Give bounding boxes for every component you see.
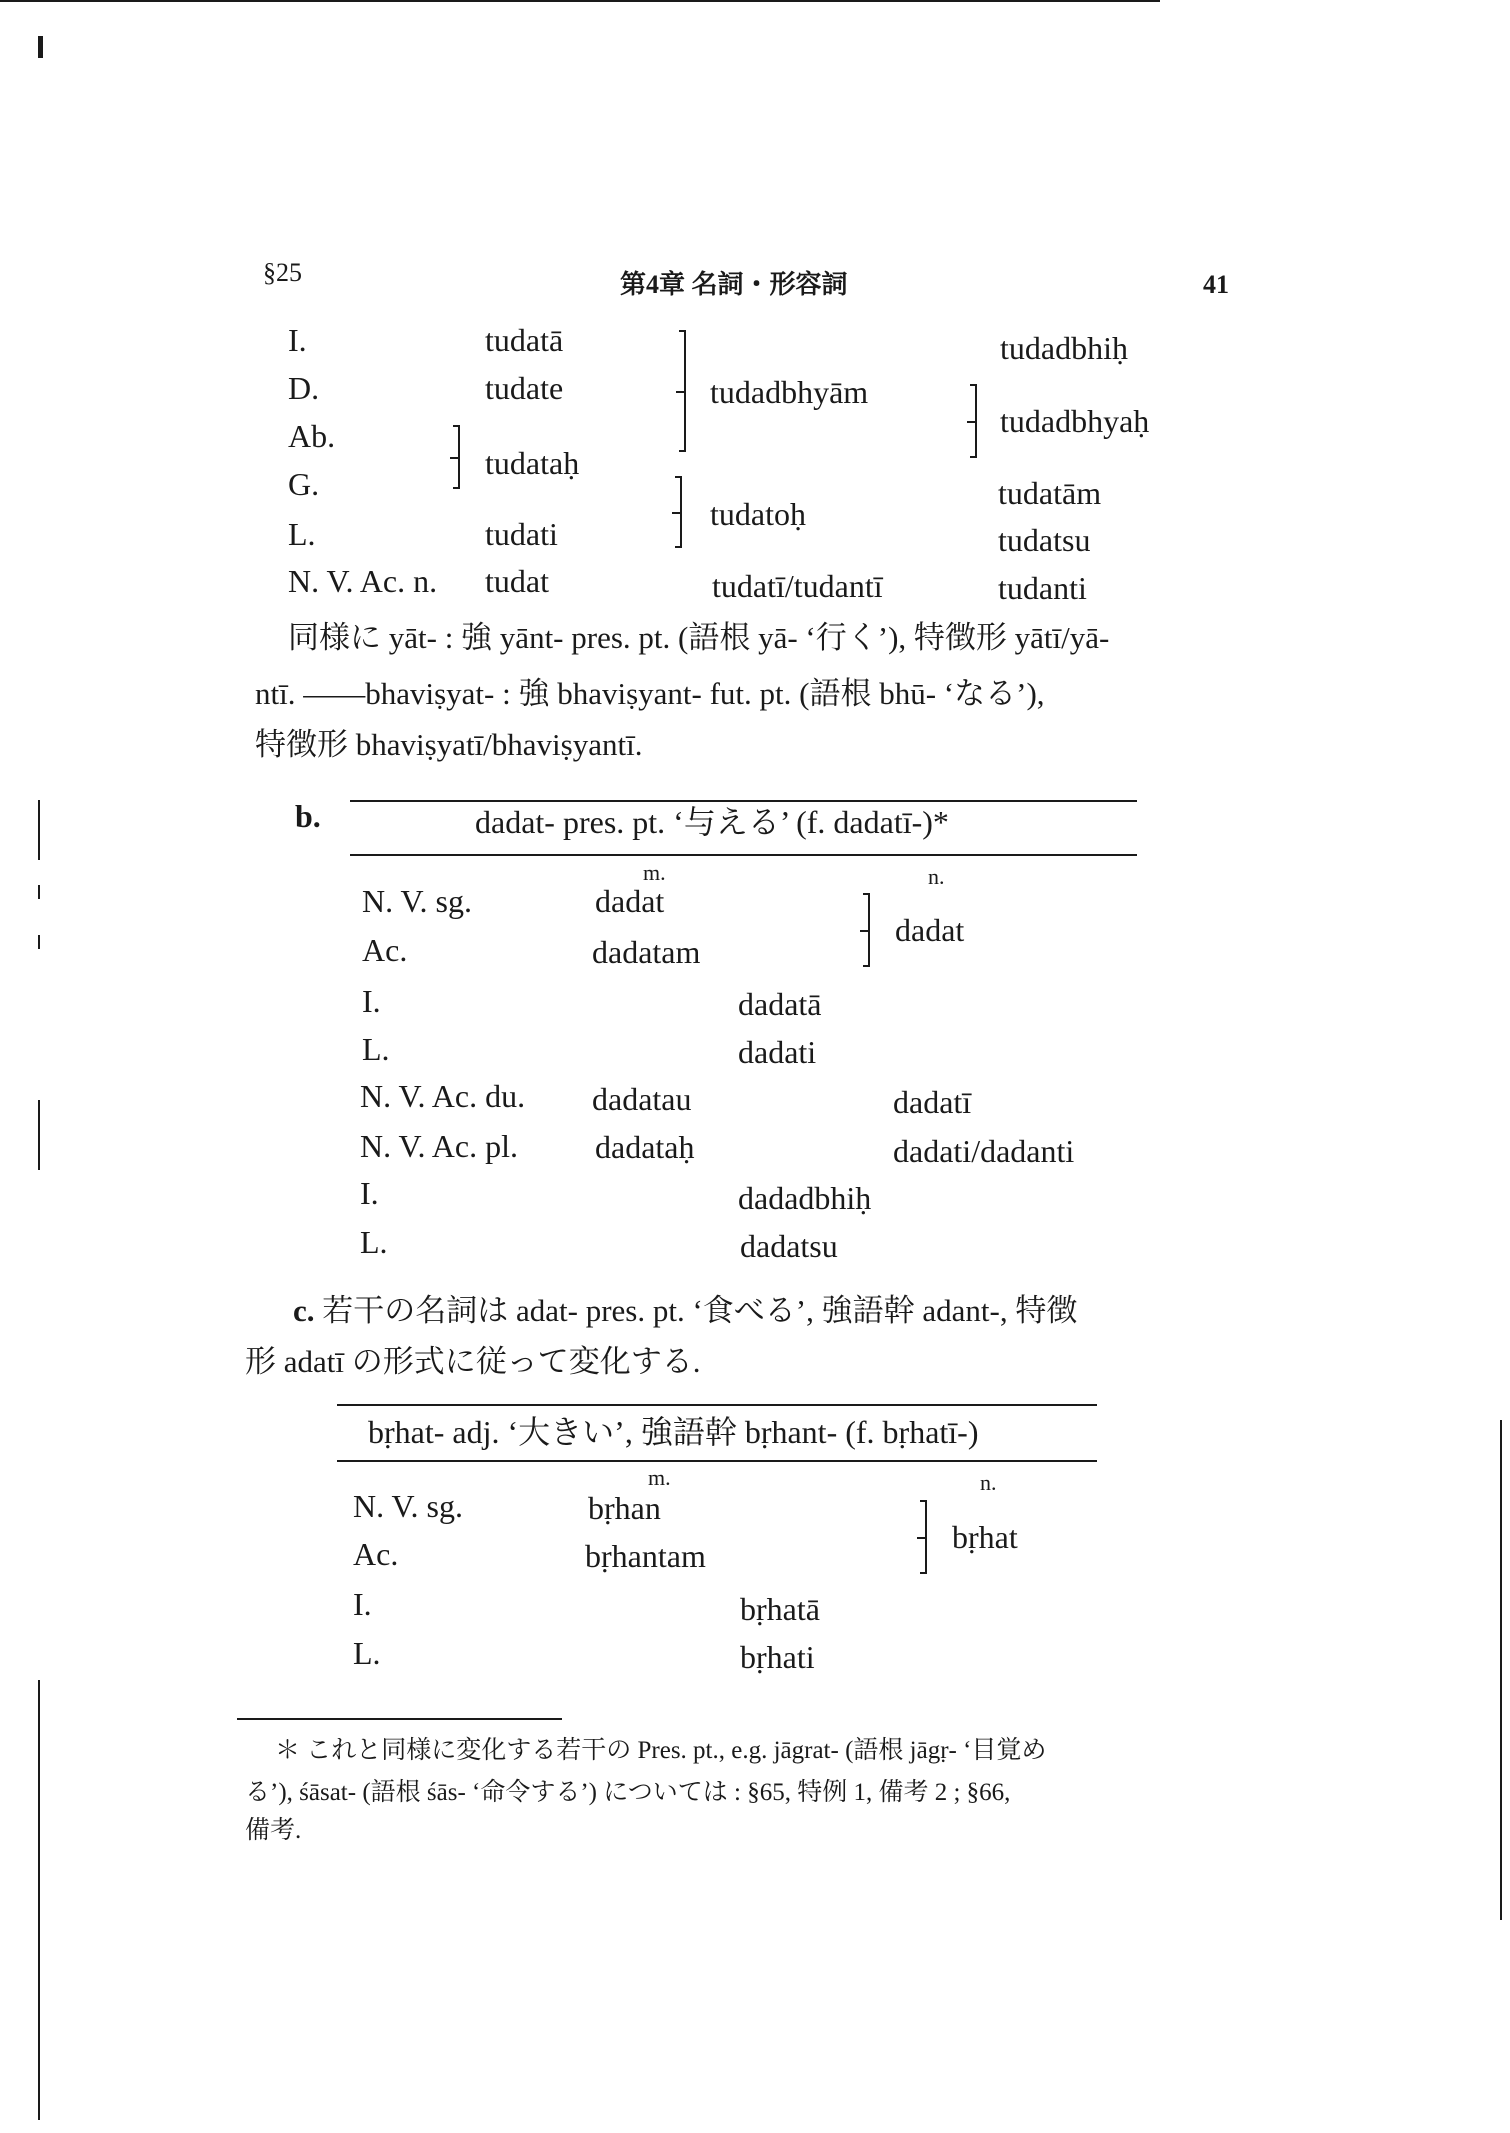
case-label: G. — [288, 466, 320, 502]
plural-form: tudatsu — [998, 522, 1091, 558]
case-label: I. — [362, 983, 381, 1019]
section-b-title: dadat- pres. pt. ‘与える’ (f. dadatī-)* — [475, 804, 949, 840]
section-c-label: c. — [293, 1293, 315, 1328]
column-header-m: m. — [648, 1465, 671, 1490]
case-label: L. — [353, 1635, 381, 1671]
corner-mark — [38, 36, 43, 58]
case-label: N. V. Ac. du. — [360, 1078, 526, 1114]
singular-form: tudat — [485, 563, 549, 599]
section-number: §25 — [263, 258, 302, 287]
case-label: Ac. — [353, 1536, 399, 1572]
neuter-form: dadatī — [893, 1084, 972, 1120]
column-header-n: n. — [980, 1470, 997, 1495]
column-header-n: n. — [928, 864, 945, 889]
brace — [458, 425, 460, 489]
table-header-rule — [350, 854, 1137, 856]
case-label: N. V. sg. — [353, 1488, 463, 1524]
paragraph-line: ntī. ——bhaviṣyat- : 強 bhaviṣyant- fut. pt. (語根 bhū- ‘なる’), — [255, 676, 1045, 711]
case-label: N. V. Ac. n. — [288, 563, 438, 599]
page-number: 41 — [1203, 270, 1229, 299]
neuter-form: dadati/dadanti — [893, 1133, 1075, 1169]
paragraph-line: 同様に yāt- : 強 yānt- pres. pt. (語根 yā- ‘行く’), 特徴形 yātī/yā- — [288, 620, 1110, 655]
case-label: L. — [360, 1224, 388, 1260]
dual-form: tudatī/tudantī — [712, 568, 883, 604]
neuter-form: dadat — [895, 912, 965, 948]
brace — [925, 1500, 927, 1574]
plural-form: tudadbhyaḥ — [1000, 403, 1150, 439]
case-label: Ab. — [288, 418, 336, 454]
left-margin-mark — [38, 1100, 40, 1170]
left-margin-mark — [38, 1680, 40, 2120]
masculine-form: bṛhantam — [585, 1538, 706, 1574]
case-label: L. — [362, 1031, 390, 1067]
top-edge-line — [0, 0, 1160, 2]
singular-form: tudati — [485, 516, 558, 552]
case-label: Ac. — [362, 932, 408, 968]
masculine-form: dadat — [595, 883, 665, 919]
footnote-line: ＊ これと同様に変化する若干の Pres. pt., e.g. jāgrat- (語根 jāgṛ- ‘目覚め — [275, 1737, 1047, 1764]
left-margin-mark — [38, 885, 40, 899]
section-b-label: b. — [295, 798, 321, 834]
common-form: bṛhati — [740, 1639, 815, 1675]
table-header-rule — [337, 1460, 1097, 1462]
left-margin-mark — [38, 800, 40, 860]
masculine-form: dadatau — [592, 1081, 692, 1117]
paragraph-line: 形 adatī の形式に従って変化する. — [245, 1344, 701, 1379]
table-top-rule — [350, 800, 1137, 802]
masculine-form: dadatam — [592, 934, 701, 970]
case-label: N. V. Ac. pl. — [360, 1128, 518, 1164]
singular-form: tudataḥ — [485, 445, 580, 481]
masculine-form: dadataḥ — [595, 1129, 695, 1165]
footnote-line: 備考. — [245, 1817, 302, 1844]
column-header-m: m. — [643, 860, 666, 885]
chapter-title: 第4章 名詞・形容詞 — [620, 270, 848, 299]
section-c-title: bṛhat- adj. ‘大きい’, 強語幹 bṛhant- (f. bṛhatī-) — [368, 1414, 979, 1450]
right-margin-mark — [1500, 1420, 1502, 1920]
case-label: I. — [353, 1586, 372, 1622]
singular-form: tudatā — [485, 322, 564, 358]
common-form: bṛhatā — [740, 1591, 820, 1627]
case-label: I. — [360, 1175, 379, 1211]
paragraph-line: 特徴形 bhaviṣyatī/bhaviṣyantī. — [255, 727, 643, 762]
common-form: dadadbhiḥ — [738, 1180, 872, 1216]
case-label: N. V. sg. — [362, 883, 472, 919]
case-label: L. — [288, 516, 316, 552]
brace — [684, 330, 686, 452]
plural-form: tudatām — [998, 475, 1102, 511]
dual-form: tudatoḥ — [710, 496, 806, 532]
plural-form: tudanti — [998, 570, 1087, 606]
left-margin-mark — [38, 935, 40, 949]
paragraph-line — [293, 1295, 1077, 1326]
case-label: D. — [288, 370, 320, 406]
case-label: I. — [288, 322, 307, 358]
dual-form: tudadbhyām — [710, 374, 869, 410]
table-top-rule — [337, 1404, 1097, 1406]
common-form: dadatsu — [740, 1228, 838, 1264]
common-form: dadatā — [738, 986, 822, 1022]
footnote-rule — [237, 1718, 562, 1720]
section-c-text: 若干の名詞は adat- pres. pt. ‘食べる’, 強語幹 adant-, 特徴 — [322, 1293, 1078, 1328]
plural-form: tudadbhiḥ — [1000, 330, 1128, 366]
singular-form: tudate — [485, 370, 564, 406]
brace — [975, 384, 977, 458]
footnote-line: る’), śāsat- (語根 śās- ‘命令する’) については : §65, 特例 1, 備考 2 ; §66, — [245, 1779, 1011, 1806]
brace — [868, 893, 870, 967]
common-form: dadati — [738, 1034, 817, 1070]
brace — [680, 476, 682, 548]
masculine-form: bṛhan — [588, 1490, 661, 1526]
neuter-form: bṛhat — [952, 1519, 1018, 1555]
